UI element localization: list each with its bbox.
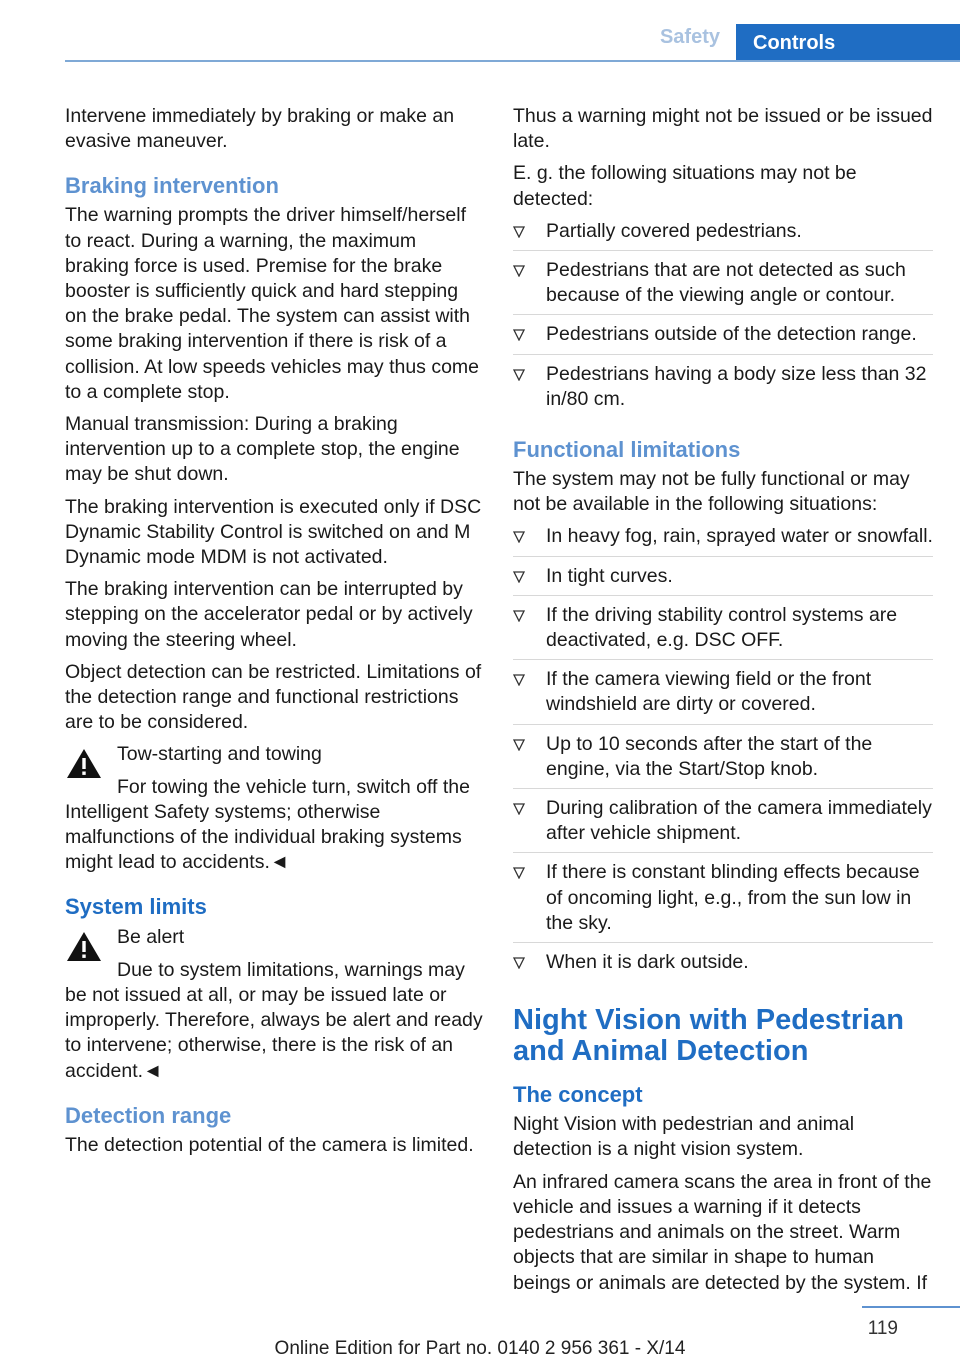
list-item-text: In tight curves. (546, 564, 673, 587)
triangle-bullet-icon (513, 329, 525, 341)
triangle-bullet-icon (513, 226, 525, 238)
list-item (513, 258, 933, 315)
triangle-bullet-icon (513, 265, 525, 277)
list-item-text: Partially covered pedestrians. (546, 219, 802, 242)
list-item (513, 732, 933, 789)
footer-rule (862, 1306, 960, 1308)
paragraph: Thus a warning might not be issued or be issued late. (513, 105, 933, 153)
paragraph: An infrared camera scans the area in front of the vehicle and issues a warning if it detects pedestrians and animals on the street. Warm objects that are similar in shape to human beings or animals are detected by the system. If (513, 1170, 932, 1294)
braking-para: The warning prompts the driver himself/herself to react. During a warning, the maximum braking force is used. Premise for the brake booster is sufficiently quick and hard stepping on the brake pedal. The system can assist with some braking intervention if there is risk of a collision. At low speeds vehicles may thus come to a complete stop. (65, 204, 480, 403)
triangle-bullet-icon (513, 739, 525, 751)
list-item (513, 796, 933, 853)
list-item-text: Pedestrians that are not detected as such because of the viewing angle or contour. (546, 259, 906, 307)
triangle-bullet-icon (513, 369, 525, 381)
warning-text: For towing the vehicle turn, switch off the Intelligent Safety systems; otherwise malfunctions of the individual braking systems might lead to accidents.◄ (65, 775, 470, 874)
paragraph: E. g. the following situations may not be detected: (513, 162, 857, 210)
braking-para: The braking intervention is executed only if DSC Dynamic Stability Control is switched on and M Dynamic mode MDM is not activated. (65, 495, 482, 569)
warning-title: Tow-starting and towing (117, 743, 322, 766)
list-item (513, 667, 933, 724)
left-column (65, 104, 483, 1165)
chapter-heading: Night Vision with Pedestrian and Animal Detection (513, 1004, 905, 1068)
braking-para: Manual transmission: During a braking intervention up to a complete stop, the engine may be shut down. (65, 413, 460, 486)
list-item-text: Pedestrians having a body size less than 32 in/80 cm. (546, 362, 927, 410)
list-item (513, 603, 933, 660)
warning-triangle-icon (65, 746, 103, 780)
list-item-text: Up to 10 seconds after the start of the engine, via the Start/Stop knob. (546, 732, 873, 780)
list-item-text: If there is constant blinding effects because of oncoming light, e.g., from the sun low in the sky. (546, 861, 920, 934)
list-item-text: If the camera viewing field or the front windshield are dirty or covered. (546, 668, 872, 716)
triangle-bullet-icon (513, 674, 525, 686)
detection-text: The detection potential of the camera is limited. (65, 1133, 474, 1156)
braking-heading: Braking intervention (65, 173, 279, 199)
chapter-tab: Controls (736, 24, 960, 62)
triangle-bullet-icon (513, 803, 525, 815)
list-item (513, 219, 933, 251)
system-limits-heading: System limits (65, 894, 207, 920)
list-item-text: When it is dark outside. (546, 951, 749, 974)
triangle-bullet-icon (513, 571, 525, 583)
warning-alert (65, 925, 483, 1083)
not-detected-list (513, 219, 933, 418)
warning-text: Due to system limitations, warnings may be not issued at all, or may be issued late or improperly. Therefore, always be alert and ready to intervene; otherwise, there is the risk of an accident.◄ (65, 958, 483, 1082)
warning-towing (65, 742, 483, 875)
detection-range-heading: Detection range (65, 1102, 232, 1128)
functional-limitations-heading: Functional limitations (513, 437, 741, 463)
page-footer (0, 1300, 960, 1362)
paragraph: Night Vision with pedestrian and animal detection is a night vision system. (513, 1113, 855, 1161)
list-item (513, 362, 933, 418)
paragraph: The system may not be fully functional or may not be available in the following situations: (513, 468, 910, 516)
functional-limitations-list (513, 524, 933, 981)
list-item-text: During calibration of the camera immediately after vehicle shipment. (546, 797, 932, 845)
list-item (513, 524, 933, 556)
list-item-text: Pedestrians outside of the detection range. (546, 323, 917, 346)
list-item (513, 564, 933, 596)
list-item (513, 322, 933, 354)
list-item-text: If the driving stability control systems are deactivated, e.g. DSC OFF. (546, 603, 898, 652)
page-header (0, 0, 960, 62)
list-item (513, 950, 933, 981)
triangle-bullet-icon (513, 867, 525, 879)
triangle-bullet-icon (513, 610, 525, 622)
concept-heading: The concept (513, 1082, 643, 1108)
list-item (513, 860, 933, 943)
edition-text: Online Edition for Part no. 0140 2 956 361 - X/14 (274, 1338, 686, 1359)
warning-title: Be alert (117, 926, 185, 949)
right-column (513, 104, 933, 1303)
page-number: 119 (867, 1318, 898, 1339)
braking-para: The braking intervention can be interrupted by stepping on the accelerator pedal or by actively moving the steering wheel. (65, 578, 473, 651)
triangle-bullet-icon (513, 957, 525, 969)
triangle-bullet-icon (513, 531, 525, 543)
intro-text: Intervene immediately by braking or make an evasive maneuver. (65, 105, 455, 153)
list-item-text: In heavy fog, rain, sprayed water or snowfall. (546, 525, 933, 548)
header-rule (65, 60, 960, 62)
section-label: Safety (659, 26, 720, 48)
braking-para: Object detection can be restricted. Limitations of the detection range and functional restrictions are to be considered. (65, 660, 482, 734)
warning-triangle-icon (65, 929, 103, 963)
